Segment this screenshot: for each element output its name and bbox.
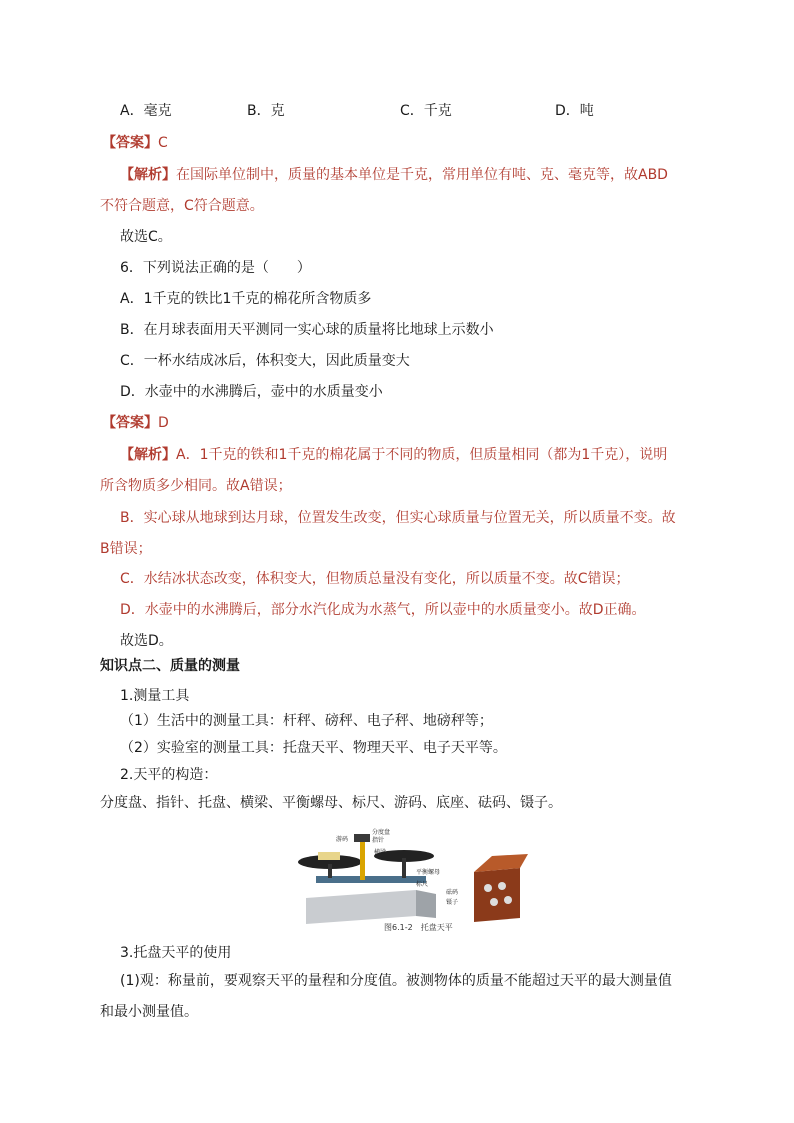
q5-option-d: D．吨 [555, 103, 594, 119]
beam [316, 876, 426, 883]
q6-option-a: A．1千克的铁比1千克的棉花所含物质多 [120, 291, 372, 307]
q6-stem: 6．下列说法正确的是（ ） [120, 260, 311, 276]
answer-value: D [158, 415, 169, 431]
label-dial: 分度盘 [372, 829, 391, 836]
pointer [360, 840, 365, 880]
q6-conclusion: 故选D。 [120, 633, 173, 649]
object-on-tray [318, 852, 340, 860]
answer-value: C [158, 135, 168, 151]
q6-analysis-a [100, 440, 680, 502]
q6-option-d: D．水壶中的水沸腾后，壶中的水质量变小 [120, 384, 383, 400]
usage-item-1: (1)观：称量前，要观察天平的量程和分度值。被测物体的质量不能超过天平的最大测量值和最小测量值。 [100, 973, 672, 1020]
tools-heading: 1.测量工具 [120, 688, 190, 704]
weight-box [474, 868, 520, 922]
balance-base [306, 890, 416, 924]
q6-analysis-c: C．水结冰状态改变，体积变大，但物质总量没有变化，所以质量不变。故C错误； [120, 571, 630, 587]
structure-list: 分度盘、指针、托盘、横梁、平衡螺母、标尺、游码、底座、砝码、镊子。 [100, 795, 562, 811]
usage-heading: 3.托盘天平的使用 [120, 945, 232, 961]
label-pointer: 指针 [372, 837, 385, 844]
label-nut: 平衡螺母 [416, 869, 441, 876]
q6-analysis-d: D．水壶中的水沸腾后，部分水汽化成为水蒸气，所以壶中的水质量变小。故D正确。 [120, 602, 646, 618]
structure-heading: 2.天平的构造： [120, 767, 218, 783]
figure-caption: 图6.1-2 托盘天平 [384, 923, 453, 932]
q6-analysis-b: B．实心球从地球到达月球，位置发生改变，但实心球质量与位置无关，所以质量不变。故B错误； [100, 510, 676, 557]
q5-option-b: B．克 [247, 103, 285, 119]
label-weights: 砝码 [446, 889, 459, 896]
analysis-tag: 【解析】 [120, 447, 176, 463]
label-rider: 游码 [336, 836, 349, 843]
q6-answer [102, 412, 169, 434]
q6-option-c: C．一杯水结成冰后，体积变大，因此质量变大 [120, 353, 410, 369]
answer-tag: 【答案】 [102, 135, 158, 151]
analysis-text: 在国际单位制中，质量的基本单位是千克，常用单位有吨、克、毫克等，故ABD不符合题意，C符合题意。 [100, 167, 668, 214]
answer-tag: 【答案】 [102, 415, 158, 431]
q5-analysis [100, 160, 680, 222]
balance-figure [296, 828, 528, 934]
q5-answer [102, 132, 168, 154]
tools-item-2: （2）实验室的测量工具：托盘天平、物理天平、电子天平等。 [120, 740, 507, 756]
analysis-text: A．1千克的铁和1千克的棉花属于不同的物质，但质量相同（都为1千克），说明所含物质多少相同。故A错误； [100, 447, 668, 494]
label-beam: 横梁 [374, 849, 387, 856]
analysis-tag: 【解析】 [120, 167, 176, 183]
label-scale: 标尺 [416, 881, 429, 888]
tools-item-1: （1）生活中的测量工具：杆秤、磅秤、电子秤、地磅秤等； [120, 713, 493, 729]
q5-option-a: A．毫克 [120, 103, 172, 119]
dial [354, 834, 370, 842]
q6-option-b: B．在月球表面用天平测同一实心球的质量将比地球上示数小 [120, 322, 494, 338]
section-title: 知识点二、质量的测量 [100, 658, 240, 674]
q5-option-c: C．千克 [400, 103, 452, 119]
label-tweezers: 镊子 [446, 899, 459, 906]
q5-conclusion: 故选C。 [120, 229, 172, 245]
